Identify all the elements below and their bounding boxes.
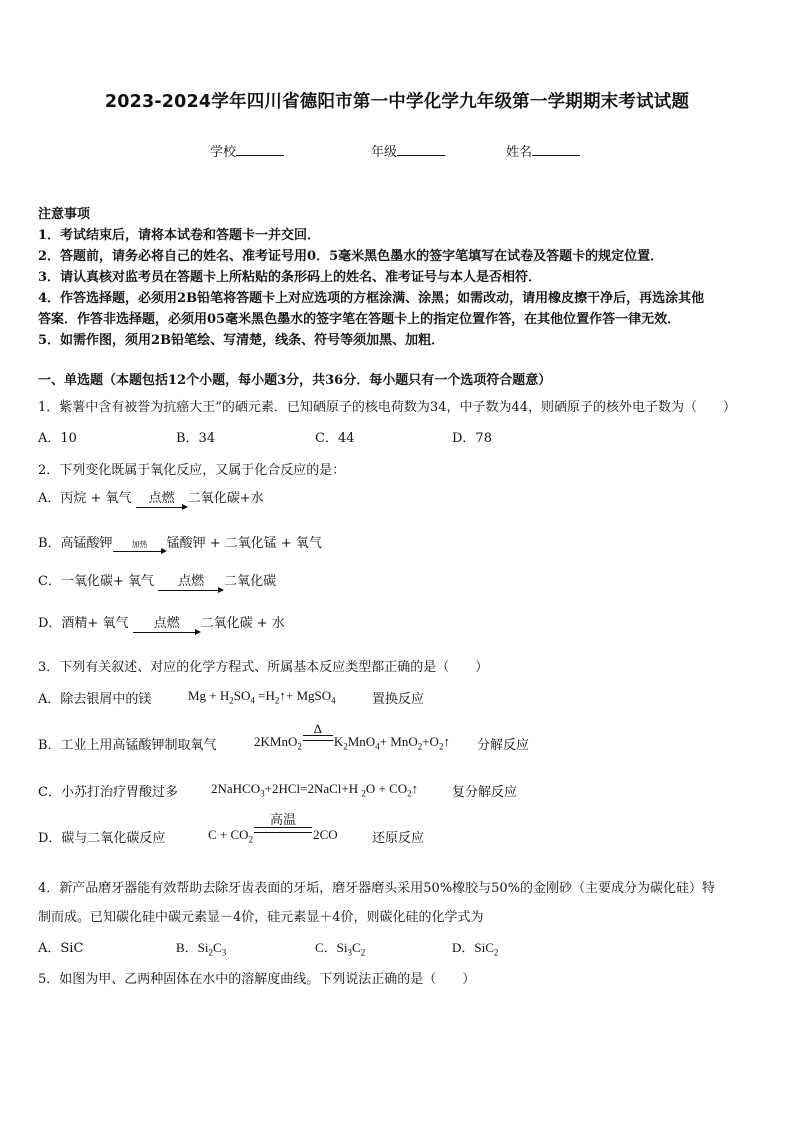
question-1-stem: 1．紫薯中含有被誉为抗癌大王”的硒元素．已知硒原子的核电荷数为34，中子数为44，则硒原子的核外电子数为（ ）: [38, 400, 737, 415]
q4-option-b: B．$Si_2C_3$: [176, 940, 227, 958]
q3-d-equals: [254, 814, 312, 833]
q2-d-condition: 点燃: [153, 616, 180, 631]
q2-c-condition: 点燃: [178, 574, 205, 589]
q2-a-reactants: A．丙烷 + 氧气: [38, 491, 132, 506]
grade-field: [371, 141, 445, 160]
school-field: [210, 141, 284, 160]
note-item: 1．考试结束后，请将本试卷和答题卡一并交回．: [38, 228, 321, 243]
q1-option-d: D．78: [452, 431, 492, 446]
school-label: 学校: [210, 145, 237, 160]
q2-a-condition: 点燃: [148, 491, 175, 506]
q1-option-a: A．10: [38, 431, 77, 446]
q2-d-arrow: [133, 618, 201, 636]
q2-b-condition: 加热: [131, 540, 148, 549]
notes-heading: 注意事项: [38, 207, 91, 222]
note-item: 4．作答选择题，必须用2B铅笔将答题卡上对应选项的方框涂满、涂黑；如需改动，请用橡皮擦干净后，再选涂其他: [38, 291, 705, 306]
q2-a-products: 二氧化碳+水: [187, 491, 264, 506]
reaction-arrow-icon: [113, 549, 167, 555]
question-4-stem-line1: 4．新产品磨牙器能有效帮助去除牙齿表面的牙垢，磨牙器磨头采用50%橡胶与50%的金刚砂（主要成分为碳化硅）特: [38, 881, 716, 896]
q3-option-b-equation: 2KMnO$_2$ Δ $K_2MnO_4+$ $MnO_2+O_2↑$: [254, 721, 450, 752]
grade-label: 年级: [371, 145, 398, 160]
q1-option-b: B．34: [176, 431, 216, 446]
note-item: 3．请认真核对监考员在答题卡上所粘贴的条形码上的姓名、准考证号与本人是否相符．: [38, 270, 542, 285]
note-item: 2．答题前，请务必将自己的姓名、准考证号用0．5毫米黑色墨水的签字笔填写在试卷及答题卡的规定位置．: [38, 249, 664, 264]
q4-option-a: A．SiC: [38, 941, 84, 956]
q4-option-c: C．$Si_3C_2$: [315, 940, 366, 958]
q2-option-c: [38, 570, 276, 594]
q3-option-a-type: 置换反应: [372, 692, 425, 707]
q3-option-a-text: A．除去银屑中的镁: [38, 692, 152, 707]
q2-c-arrow: [158, 576, 224, 594]
q1-option-c: C．44: [315, 431, 355, 446]
q2-d-reactants: D．酒精+ 氧气: [38, 616, 129, 631]
name-field: [506, 141, 580, 160]
q2-c-reactants: C．一氧化碳+ 氧气: [38, 574, 154, 589]
q4-option-d: D．SiC$_2$: [452, 940, 499, 958]
q3-option-b-type: 分解反应: [477, 738, 530, 753]
grade-blank: [397, 142, 445, 156]
question-3-stem: 3．下列有关叙述、对应的化学方程式、所属基本反应类型都正确的是（ ）: [38, 660, 489, 675]
q3-option-d-type: 还原反应: [372, 831, 425, 846]
q2-option-d: [38, 612, 285, 636]
q3-option-c-type: 复分解反应: [452, 785, 518, 800]
exam-title: 2023-2024学年四川省德阳市第一中学化学九年级第一学期期末考试试题: [104, 92, 690, 112]
q2-option-a: [38, 487, 264, 511]
q2-b-arrow: [113, 540, 167, 555]
reaction-arrow-icon: [136, 505, 188, 511]
q3-b-condition: Δ: [313, 721, 323, 736]
note-item: 答案．作答非选择题，必须用05毫米黑色墨水的签字笔在答题卡上的指定位置作答，在其他位置作答一律无效．: [38, 312, 681, 327]
q2-b-reactants: B．高锰酸钾: [38, 536, 113, 551]
q3-option-d-equation: $C + CO_2$ 高温 2CO: [208, 813, 338, 845]
q3-d-condition: 高温: [270, 813, 297, 828]
q3-option-c-text: C．小苏打治疗胃酸过多: [38, 785, 178, 800]
school-blank: [236, 142, 284, 156]
name-label: 姓名: [506, 145, 533, 160]
note-item: 5．如需作图，须用2B铅笔绘、写清楚，线条、符号等须加黑、加粗．: [38, 333, 445, 348]
q2-a-arrow: [136, 493, 188, 511]
q2-c-products: 二氧化碳: [224, 574, 277, 589]
q3-b-equals: [303, 722, 333, 741]
q2-d-products: 二氧化碳 + 水: [200, 616, 285, 631]
question-4-stem-line2: 制而成。已知碳化硅中碳元素显－4价，硅元素显＋4价，则碳化硅的化学式为: [38, 910, 484, 925]
q2-option-b: [38, 532, 322, 555]
q3-option-b-text: B．工业上用高锰酸钾制取氧气: [38, 738, 217, 753]
section-heading: 一、单选题（本题包括12个小题，每小题3分，共36分．每小题只有一个选项符合题意）: [38, 373, 552, 388]
question-5-stem: 5．如图为甲、乙两种固体在水中的溶解度曲线。下列说法正确的是（ ）: [38, 972, 476, 987]
q2-b-products: 锰酸钾 + 二氧化锰 + 氧气: [166, 536, 322, 551]
name-blank: [532, 142, 580, 156]
q3-option-c-equation: 2NaHCO$_3$+2HCl=2NaCl+H $_2O + CO_2↑$: [211, 781, 419, 799]
question-2-stem: 2．下列变化既属于氧化反应，又属于化合反应的是：: [38, 463, 346, 478]
reaction-arrow-icon: [158, 588, 224, 594]
reaction-arrow-icon: [133, 630, 201, 636]
q3-option-a-equation: $Mg + H_2SO_4$ $=H_2↑+$ MgSO$_4$: [188, 688, 336, 706]
q3-option-d-text: D．碳与二氧化碳反应: [38, 831, 166, 846]
